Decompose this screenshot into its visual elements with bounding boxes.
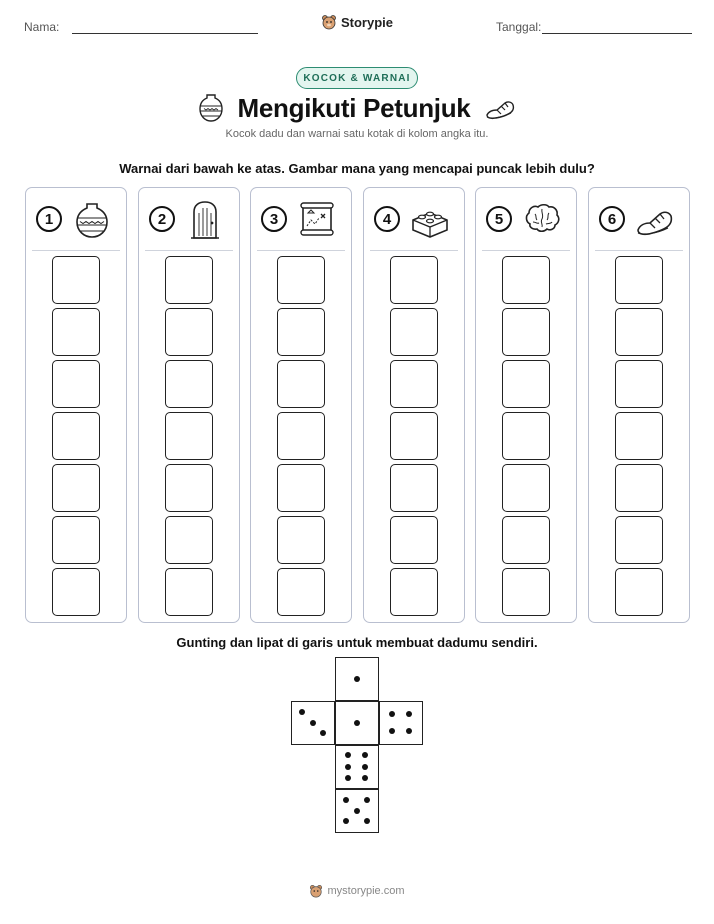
column-divider [595,250,683,251]
color-box[interactable] [277,568,325,616]
color-box[interactable] [502,412,550,460]
die-instruction: Gunting dan lipat di garis untuk membuat dadumu sendiri. [176,635,538,650]
column-number: 1 [36,206,62,232]
brand-name: Storypie [340,14,393,30]
sandal-icon [635,200,675,240]
vase-icon [198,93,224,123]
name-line[interactable] [72,33,258,34]
column-number: 4 [374,206,400,232]
column-divider [257,250,345,251]
color-box[interactable] [502,256,550,304]
die-pip [354,676,360,682]
column-4 [363,187,465,623]
color-box[interactable] [390,308,438,356]
color-box[interactable] [390,516,438,564]
die-pip [345,775,351,781]
color-box[interactable] [165,412,213,460]
brain-icon [522,200,562,240]
footer-url: mystorypie.com [327,885,405,897]
die-pip [354,808,360,814]
color-box[interactable] [277,360,325,408]
lego-brick-icon [410,200,450,240]
column-header [476,198,576,242]
die-pip [310,720,316,726]
column-header [364,198,464,242]
color-box[interactable] [502,308,550,356]
title-row [0,88,714,128]
die-pip [364,797,370,803]
color-box[interactable] [390,360,438,408]
color-box[interactable] [165,360,213,408]
color-box[interactable] [52,360,100,408]
column-number: 5 [486,206,512,232]
color-box[interactable] [52,256,100,304]
die-face-1 [335,701,379,745]
die-face-5 [335,789,379,833]
color-box[interactable] [390,568,438,616]
column-6 [588,187,690,623]
color-box[interactable] [390,412,438,460]
sandal-icon [484,95,516,121]
column-number: 2 [149,206,175,232]
color-box[interactable] [615,412,663,460]
die-pip [345,764,351,770]
column-header [251,198,351,242]
column-header [589,198,689,242]
color-box[interactable] [502,516,550,564]
treasure-map-icon [297,200,337,240]
die-pip [343,797,349,803]
color-box[interactable] [52,308,100,356]
color-box[interactable] [165,464,213,512]
bear-mascot-icon [321,14,337,30]
color-box[interactable] [615,360,663,408]
color-box[interactable] [615,256,663,304]
color-box[interactable] [52,516,100,564]
color-box[interactable] [277,412,325,460]
die-pip [406,711,412,717]
column-divider [145,250,233,251]
color-box[interactable] [502,568,550,616]
die-pip [354,720,360,726]
column-5 [475,187,577,623]
die-pip [345,752,351,758]
color-box[interactable] [52,412,100,460]
color-box[interactable] [502,360,550,408]
activity-tag: KOCOK & WARNAI [296,67,418,89]
die-pip [362,764,368,770]
color-box[interactable] [615,516,663,564]
column-number: 3 [261,206,287,232]
coloring-instruction: Warnai dari bawah ke atas. Gambar mana yang mencapai puncak lebih dulu? [119,161,595,176]
color-box[interactable] [165,516,213,564]
color-box[interactable] [165,308,213,356]
date-line[interactable] [542,33,692,34]
column-3 [250,187,352,623]
column-1 [25,187,127,623]
die-pip [362,775,368,781]
column-number: 6 [599,206,625,232]
color-box[interactable] [390,464,438,512]
color-box[interactable] [277,256,325,304]
door-icon [185,200,225,240]
column-divider [32,250,120,251]
color-box[interactable] [390,256,438,304]
die-pip [362,752,368,758]
date-field[interactable] [496,20,541,34]
die-pip [406,728,412,734]
subtitle: Kocok dadu dan warnai satu kotak di kolom angka itu. [225,128,489,140]
color-box[interactable] [52,464,100,512]
die-face-1 [335,657,379,701]
color-box[interactable] [615,308,663,356]
color-box[interactable] [615,568,663,616]
color-box[interactable] [277,464,325,512]
column-divider [482,250,570,251]
die-pip [299,709,305,715]
column-header [139,198,239,242]
die-pip [389,711,395,717]
die-pip [364,818,370,824]
color-box[interactable] [52,568,100,616]
die-pip [320,730,326,736]
color-box[interactable] [165,568,213,616]
die-pip [343,818,349,824]
footer [0,884,714,898]
column-2 [138,187,240,623]
die-face-4 [379,701,423,745]
date-label: Tanggal: [496,20,542,34]
color-box[interactable] [615,464,663,512]
color-box[interactable] [502,464,550,512]
color-box[interactable] [277,516,325,564]
color-box[interactable] [277,308,325,356]
die-face-3 [291,701,335,745]
page-title: Mengikuti Petunjuk [237,92,471,123]
name-label: Nama: [24,20,60,34]
brand-logo [0,14,714,30]
die-face-6 [335,745,379,789]
color-box[interactable] [165,256,213,304]
column-header [26,198,126,242]
bear-mascot-icon [309,884,323,898]
column-divider [370,250,458,251]
die-pip [389,728,395,734]
vase-icon [72,200,112,240]
